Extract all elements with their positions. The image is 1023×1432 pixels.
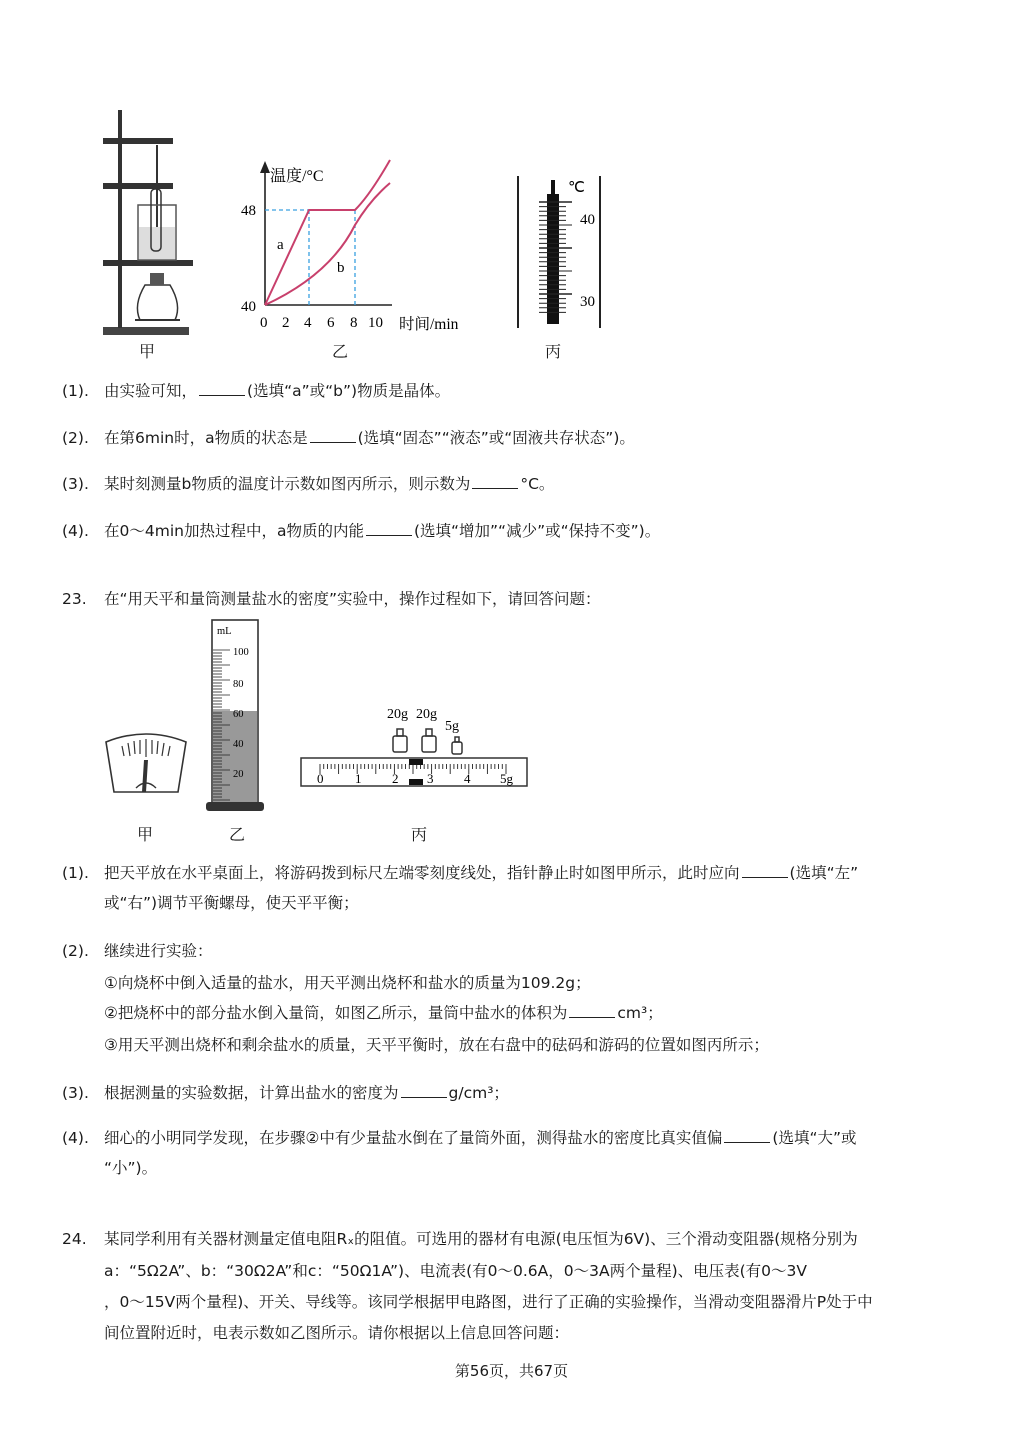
rule-tick: 2 [392,771,399,786]
q23-2-number: (2). [62,942,89,960]
q24-line-3: ，0～15V两个量程)、开关、导线等。该同学根据甲电路图，进行了正确的实验操作，当滑动变阻器滑片P处于中 [104,1293,873,1311]
x-tick: 8 [350,315,358,331]
q24-number: 24. [62,1230,87,1248]
thermometer-unit: ℃ [568,180,585,196]
answer-blank[interactable] [569,1003,615,1018]
weight-label: 20g [416,707,437,722]
answer-blank[interactable] [472,474,518,489]
q23-1-text: 把天平放在水平桌面上，将游码拨到标尺左端零刻度线处，指针静止时如图甲所示，此时应向 (选填“左” [104,864,859,882]
q23-2-step3: ③用天平测出烧杯和剩余盐水的质量，天平平衡时，放在右盘中的砝码和游码的位置如图丙所示； [104,1036,769,1054]
q24-line-4: 间位置附近时，电表示数如乙图所示。请你根据以上信息回答问题： [104,1324,570,1342]
q22-4-number: (4). [62,522,89,540]
figure-caption: 丙 [545,342,562,361]
y-tick-48: 48 [241,203,256,219]
iron-stand-apparatus [95,105,195,337]
cylinder-tick: 60 [233,709,244,720]
q23-1-number: (1). [62,864,89,882]
figure-caption: 甲 [139,342,156,361]
q23-2-step2: ②把烧杯中的部分盐水倒入量筒，如图乙所示，量筒中盐水的体积为 cm³； [104,1004,663,1022]
x-tick: 0 [260,315,268,331]
y-axis-label: 温度/°C [270,168,324,185]
q24-line-2: a：“5Ω2A”、b：“30Ω2A”和c：“50Ω1A”)、电流表(有0～0.6A，0～3A两个量程)、电压表(有0～3V [104,1262,807,1280]
rule-tick: 4 [464,771,471,786]
rule-tick: 0 [317,771,324,786]
cylinder-tick: 20 [233,769,244,780]
rule-tick: 3 [427,771,434,786]
x-tick: 10 [368,315,383,331]
thermometer [510,172,610,332]
q24-line-1: 某同学利用有关器材测量定值电阻Rₓ的阻值。可选用的器材有电源(电压恒为6V)、三个滑动变阻器(规格分别为 [104,1230,858,1248]
x-axis-label: 时间/min [399,316,459,333]
weight-label: 20g [387,707,408,722]
cylinder-tick: 80 [233,679,244,690]
balance-pointer-dial [100,730,192,800]
figure-caption: 甲 [137,825,154,844]
q22-2-text: 在第6min时，a物质的状态是 (选填“固态”“液态”或“固液共存状态”)。 [104,429,635,447]
answer-blank[interactable] [724,1128,770,1143]
y-tick-40: 40 [241,299,256,315]
answer-blank[interactable] [366,521,412,536]
q22-1-text: 由实验可知， (选填“a”或“b”)物质是晶体。 [104,382,451,400]
thermometer-tick-40: 40 [580,212,595,228]
figure-caption: 乙 [332,342,349,361]
x-tick: 6 [327,315,335,331]
q23-4-text-cont: “小”)。 [104,1159,158,1177]
q23-stem: 在“用天平和量筒测量盐水的密度”实验中，操作过程如下，请回答问题： [104,590,601,608]
graduated-cylinder [200,614,270,814]
answer-blank[interactable] [401,1083,447,1098]
weights-and-rider-scale [295,700,535,800]
answer-blank[interactable] [742,863,788,878]
weight-label: 5g [445,719,459,734]
page-footer: 第56页，共67页 [454,1362,569,1380]
curve-b-label: b [337,260,345,276]
cylinder-unit: mL [217,626,232,637]
q22-1-number: (1). [62,382,89,400]
q23-4-text: 细心的小明同学发现，在步骤②中有少量盐水倒在了量筒外面，测得盐水的密度比真实值偏 (选填“大”或 [104,1129,857,1147]
q23-3-number: (3). [62,1084,89,1102]
cylinder-tick: 100 [233,647,249,658]
q23-number: 23. [62,590,87,608]
q22-3-text: 某时刻测量b物质的温度计示数如图丙所示，则示数为 °C。 [104,475,555,493]
rule-tick: 5g [500,771,513,786]
temperature-time-graph [230,155,480,335]
q22-2-number: (2). [62,429,89,447]
q23-3-text: 根据测量的实验数据，计算出盐水的密度为 g/cm³； [104,1084,509,1102]
answer-blank[interactable] [199,381,245,396]
rule-tick: 1 [355,771,362,786]
x-tick: 2 [282,315,290,331]
q23-2-step1: ①向烧杯中倒入适量的盐水，用天平测出烧杯和盐水的质量为109.2g； [104,974,591,992]
curve-a-label: a [277,237,284,253]
figure-caption: 丙 [411,825,428,844]
x-tick: 4 [304,315,312,331]
answer-blank[interactable] [310,428,356,443]
cylinder-tick: 40 [233,739,244,750]
q22-4-text: 在0～4min加热过程中，a物质的内能 (选填“增加”“减少”或“保持不变”)。 [104,522,661,540]
q23-1-text-cont: 或“右”)调节平衡螺母，使天平平衡； [104,894,359,912]
q22-3-number: (3). [62,475,89,493]
rider-scale-ticks [320,764,506,774]
figure-caption: 乙 [229,825,246,844]
q23-2-head: 继续进行实验： [104,942,213,960]
thermometer-tick-30: 30 [580,294,595,310]
q23-4-number: (4). [62,1129,89,1147]
